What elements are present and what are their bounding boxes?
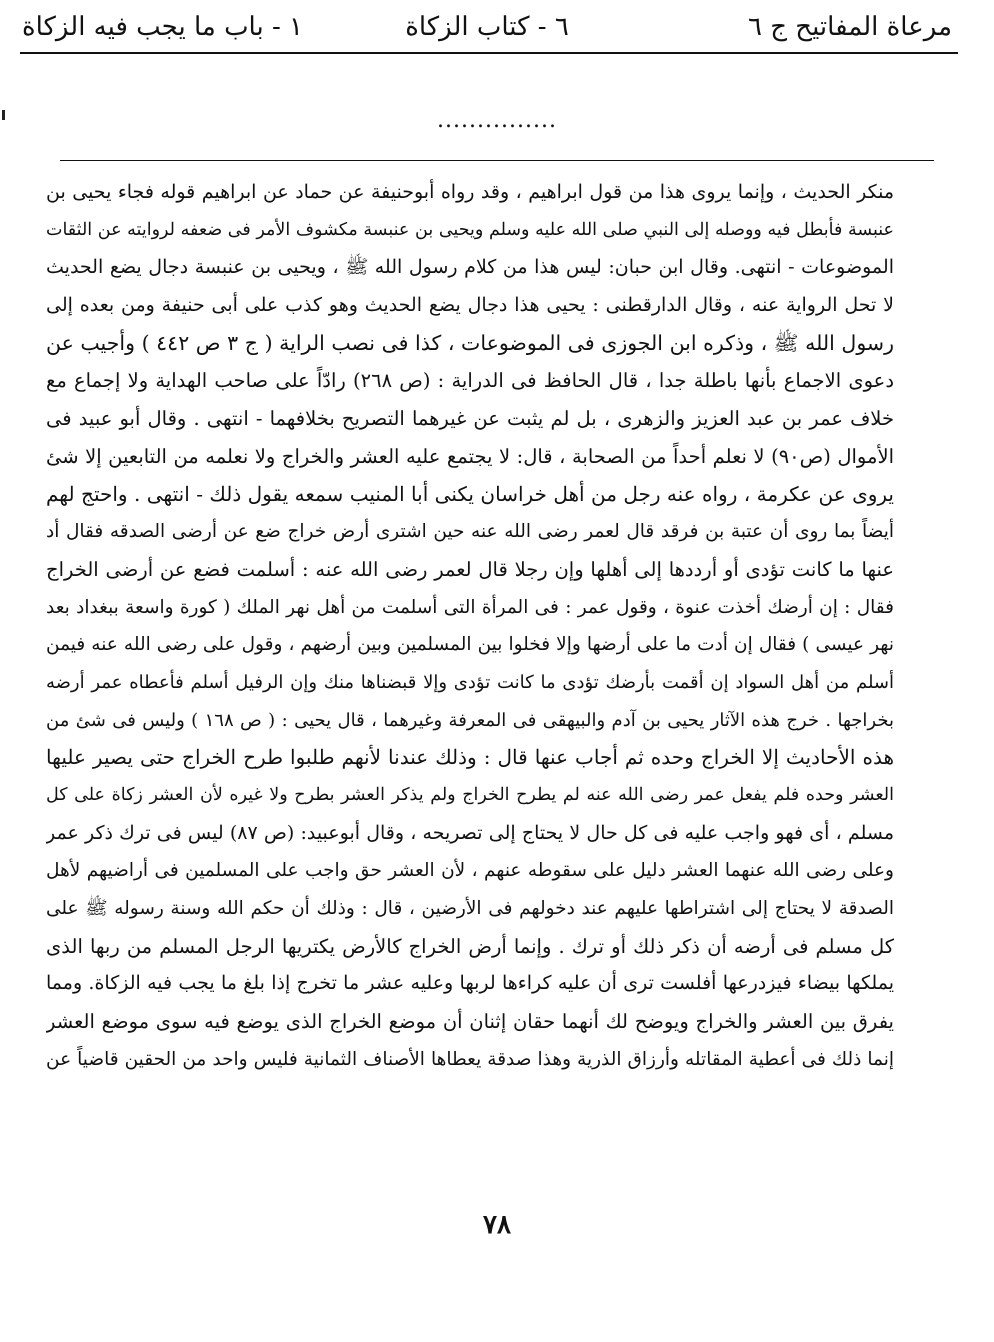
header-rule bbox=[20, 52, 958, 54]
text-line: يفرق بين العشر والخراج ويوضح لك أنهما حقان إثنان أن موضع الخراج الذى يوضع فيه سوى موضع العشر bbox=[46, 1010, 894, 1034]
text-line: مسلم ، أى فهو واجب عليه فى كل حال لا يحتاج إلى تصريحه ، وقال أبوعبيد: (ص ٨٧) ليس فى ترك ذكر عمر bbox=[46, 821, 894, 844]
text-line: عنبسة فأبطل فيه ووصله إلى النبي صلى الله عليه وسلم ويحيى بن عنبسة مكشوف الأمر فى ضعفه لروايته عن الثقات bbox=[46, 219, 894, 240]
text-line: إنما ذلك فى أعطية المقاتله وأرزاق الذرية وهذا صدقة يعطاها الأصناف الثمانية فليس واحد من الحقين قاضياً عن bbox=[46, 1048, 894, 1070]
text-line: أيضاً بما روى أن عتبة بن فرقد قال لعمر رضى الله عنه حين اشترى أرض خراج ضع عن أرضى الصدقه فقال أد bbox=[46, 521, 894, 543]
text-line: بخراجها . خرج هذه الآثار يحيى بن آدم والبيهقى فى المعرفة وغيرهما ، قال يحيى : ( ص ١٦٨ ) وليس فى شئ من bbox=[46, 709, 894, 731]
text-line: العشر وحده فلم يفعل عمر رضى الله عنه لم يطرح الخراج ولم يذكر العشر بطرح ولا غيره لأن العشر زكاة على كل bbox=[46, 785, 894, 805]
body-text bbox=[46, 174, 894, 1079]
text-line: الأموال (ص٩٠) لا نعلم أحداً من الصحابة ، قال: لا يجتمع عليه العشر والخراج ولا نعلمه من التابعين إلا شئ bbox=[46, 444, 894, 468]
text-line: وعلى رضى الله عنهما العشر دليل على سقوطه عنهم ، لأن العشر حق واجب على المسلمين فى أراضيهم لأهل bbox=[46, 860, 894, 882]
dotted-separator: ............... bbox=[437, 108, 557, 133]
text-line: كل مسلم فى أرضه أن ذكر ذلك أو ترك . وإنما أرض الخراج كالأرض يكتريها الرجل المسلم من ربها الذى bbox=[46, 934, 894, 958]
header-book-title: مرعاة المفاتيح ج ٦ bbox=[748, 12, 952, 42]
text-line: منكر الحديث ، وإنما يروى هذا من قول ابراهيم ، وقد رواه أبوحنيفة عن حماد عن ابراهيم قوله فجاء يحيى بن bbox=[46, 181, 894, 203]
text-line: نهر عيسى ) فقال إن أدت ما على أرضها وإلا فخلوا بين المسلمين وبين أرضهم ، وقول على رضى الله عنه فيمن bbox=[46, 634, 894, 656]
text-line: يملكها بيضاء فيزدرعها أفلست ترى أن عليه كراءها لربها وعليه عشر ما تخرج إذا بلغ ما يجب فيه الزكاة. ومما bbox=[46, 972, 894, 995]
text-line: الصدقة لا يحتاج إلى اشتراطها عليهم عند دخولهم فى الأرضين ، قال : وذلك أن حكم الله وسنة رسوله ﷺ على bbox=[46, 898, 894, 920]
text-line: خلاف عمر بن عبد العزيز والزهرى ، بل لم يثبت عن غيرهما التصريح بخلافهما - انتهى . وقال أبو عبيد فى bbox=[46, 407, 894, 431]
text-line: هذه الأحاديث إلا الخراج وحده ثم أجاب عنها قال : وذلك عندنا لأنهم طلبوا طرح الخراج حتى يصير عليها bbox=[46, 745, 894, 770]
page-number: ٧٨ bbox=[483, 1210, 511, 1240]
header-chapter: ٦ - كتاب الزكاة bbox=[405, 12, 569, 42]
text-line: أسلم من أهل السواد إن أقمت بأرضك تؤدى ما كانت تؤدى وإلا قبضناها منك وإن الرفيل أسلم فأعطاه عمر أرضه bbox=[46, 671, 894, 693]
text-line: يروى عن عكرمة ، رواه عنه رجل من أهل خراسان يكنى أبا المنيب سمعه يقول ذلك - انتهى . واحتج لهم bbox=[46, 481, 894, 506]
text-line: فقال : إن أرضك أخذت عنوة ، وقول عمر : فى المرأة التى أسلمت من أهل نهر الملك ( كورة واسعة ببغداد بعد bbox=[46, 596, 894, 618]
text-line: رسول الله ﷺ ، وذكره ابن الجوزى فى الموضوعات ، كذا فى نصب الراية ( ج ٣ ص ٤٤٢ ) وأجيب عن bbox=[46, 330, 894, 355]
text-line: عنها ما كانت تؤدى أو أرددها إلى أهلها وإن رجلا قال لعمر رضى الله عنه : أسلمت فضع عن أرضى الخراج bbox=[46, 557, 894, 581]
running-header bbox=[22, 6, 952, 48]
header-section: ١ - باب ما يجب فيه الزكاة bbox=[22, 12, 304, 42]
body-rule bbox=[60, 160, 934, 161]
text-line: الموضوعات - انتهى. وقال ابن حبان: ليس هذا من كلام رسول الله ﷺ ، ويحيى بن عنبسة دجال يضع الحديث bbox=[46, 256, 894, 279]
text-line: دعوى الاجماع بأنها باطلة جدا ، قال الحافظ فى الدراية : (ص ٢٦٨) رادّاً على صاحب الهداية ولا إجماع مع bbox=[46, 369, 894, 393]
text-line: لا تحل الرواية عنه ، وقال الدارقطنى : يحيى هذا دجال يضع الحديث وهو كذب على أبى حنيفة ومن بعده إلى bbox=[46, 294, 894, 317]
